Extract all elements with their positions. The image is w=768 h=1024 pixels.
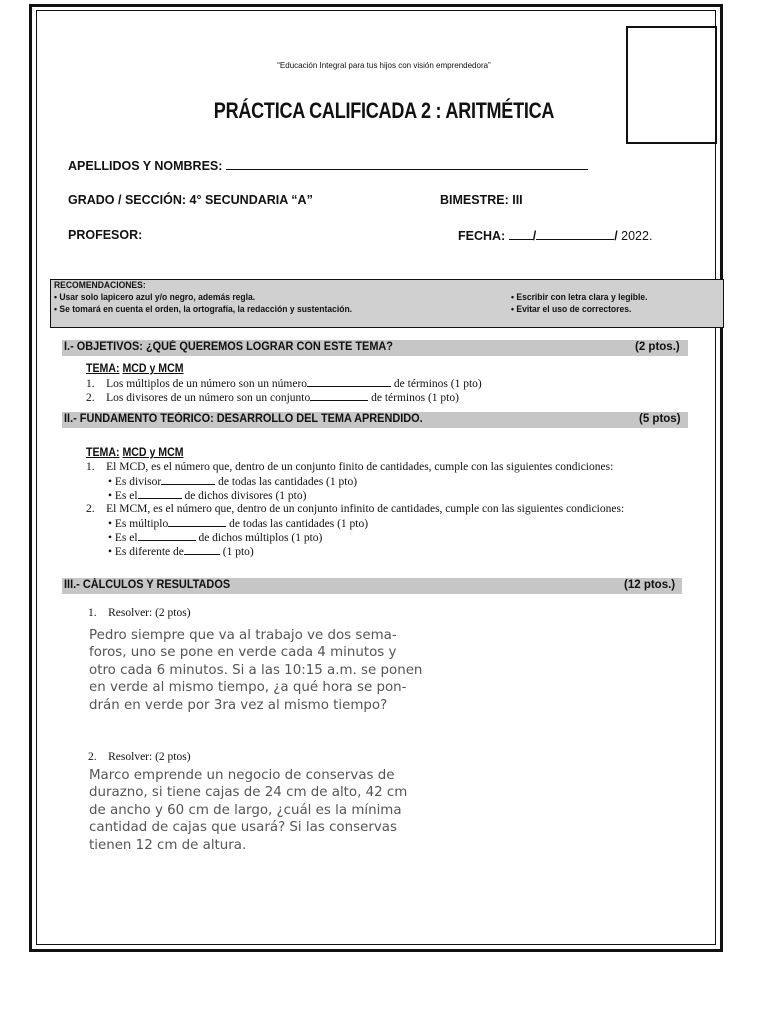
problem-line: Pedro siempre que va al trabajo ve dos sema-: [89, 628, 397, 643]
item-text: • Es múltiplo: [108, 518, 169, 530]
names-field: [68, 158, 588, 173]
topic-prefix: TEMA:: [86, 363, 120, 375]
objective-item: [86, 391, 459, 404]
item-text: • Es el: [108, 532, 138, 544]
mcm-condition: [108, 531, 322, 544]
problem-1-label: [88, 607, 191, 619]
topic-name: MCD y MCM: [122, 447, 184, 459]
recommendation-item: • Se tomará en cuenta el orden, la ortografía, la redacción y sustentación.: [54, 304, 353, 315]
item-number: 2.: [88, 751, 97, 763]
photo-box: [626, 26, 717, 144]
item-text: Los múltiplos de un número son un número: [106, 378, 308, 390]
recommendation-item: • Usar solo lapicero azul y/o negro, además regla.: [54, 292, 256, 303]
answer-blank[interactable]: [310, 391, 368, 401]
problem-1-statement: [89, 627, 422, 714]
answer-blank[interactable]: [307, 377, 391, 387]
item-text: • Es diferente de: [108, 546, 184, 558]
date-year: 2022.: [621, 229, 653, 243]
item-number: 2.: [86, 392, 95, 404]
section-1-title: I.- OBJETIVOS: ¿QUÉ QUEREMOS LOGRAR CON ESTE TEMA?: [64, 341, 393, 353]
item-text: (1 pto): [222, 546, 254, 558]
answer-blank[interactable]: [138, 531, 196, 541]
item-number: 2.: [86, 503, 95, 515]
mcm-condition: [108, 517, 368, 530]
item-text: • Es divisor: [108, 476, 162, 488]
problem-line: otro cada 6 minutos. Si a las 10:15 a.m. se ponen: [89, 662, 423, 678]
problem-2-label: [88, 751, 191, 763]
item-text: de dichos divisores (1 pto): [184, 490, 307, 502]
problem-line: durazno, si tiene cajas de 24 cm de alto, 42 cm: [89, 785, 408, 801]
item-text: Resolver: (2 ptos): [108, 607, 191, 619]
section-2-points: (5 ptos): [639, 413, 681, 425]
item-number: 1.: [86, 461, 95, 473]
section-3-title: III.- CÁLCULOS Y RESULTADOS: [64, 579, 231, 591]
page-title: PRÁCTICA CALIFICADA 2 : ARITMÉTICA: [213, 98, 555, 123]
item-text: de términos (1 pto): [371, 392, 459, 404]
item-text: de todas las cantidades (1 pto): [229, 518, 369, 530]
school-motto: “Educación Integral para tus hijos con visión emprendedora”: [277, 61, 491, 70]
mcd-condition: [108, 475, 357, 488]
problem-line: Marco emprende un negocio de conservas de: [89, 768, 395, 783]
item-number: 1.: [86, 378, 95, 390]
answer-blank[interactable]: [168, 517, 226, 527]
section-1-points: (2 ptos.): [635, 341, 680, 353]
mcm-definition: [86, 503, 624, 515]
item-text: • Es el: [108, 490, 138, 502]
problem-line: cantidad de cajas que usará? Si las conservas: [89, 820, 397, 836]
problem-line: tienen 12 cm de altura.: [89, 837, 247, 853]
date-month-blank[interactable]: [536, 228, 614, 240]
item-text: El MCD, es el número que, dentro de un conjunto finito de cantidades, cumple con las siguientes condiciones:: [106, 461, 614, 473]
recommendation-item: • Evitar el uso de correctores.: [511, 304, 632, 315]
grade-label: GRADO / SECCIÓN: 4° SECUNDARIA “A”: [68, 193, 313, 207]
section-3-points: (12 ptos.): [624, 579, 676, 591]
date-separator: /: [532, 229, 537, 243]
section-2-title: II.- FUNDAMENTO TEÓRICO: DESARROLLO DEL TEMA APRENDIDO.: [64, 413, 423, 425]
mcd-definition: [86, 461, 613, 473]
answer-blank[interactable]: [138, 489, 182, 499]
problem-line: de ancho y 60 cm de largo, ¿cuál es la mínima: [89, 802, 402, 818]
date-field: [458, 228, 652, 243]
item-text: de términos (1 pto): [393, 378, 482, 390]
term-label: BIMESTRE: III: [440, 193, 523, 207]
item-number: 1.: [88, 607, 97, 619]
mcd-condition: [108, 489, 306, 502]
date-label: FECHA:: [458, 229, 506, 243]
problem-line: drán en verde por 3ra vez al mismo tiempo?: [89, 697, 388, 713]
problem-2-statement: [89, 767, 407, 854]
section-1-topic: [86, 363, 184, 375]
section-2-topic: [86, 447, 184, 459]
names-blank[interactable]: [226, 158, 588, 170]
item-text: Los divisores de un número son un conjunto: [106, 392, 311, 404]
recommendation-item: • Escribir con letra clara y legible.: [511, 292, 648, 303]
answer-blank[interactable]: [161, 475, 215, 485]
problem-line: foros, uno se pone en verde cada 4 minutos y: [89, 645, 397, 661]
topic-prefix: TEMA:: [86, 447, 120, 459]
problem-line: en verde al mismo tiempo, ¿a qué hora se pon-: [89, 680, 407, 696]
topic-name: MCD y MCM: [122, 363, 184, 375]
item-text: Resolver: (2 ptos): [108, 751, 191, 763]
item-text: de dichos múltiplos (1 pto): [198, 532, 323, 544]
answer-blank[interactable]: [184, 545, 220, 555]
names-label: APELLIDOS Y NOMBRES:: [68, 159, 223, 173]
item-text: de todas las cantidades (1 pto): [218, 476, 358, 488]
objective-item: [86, 377, 482, 390]
item-text: El MCM, es el número que, dentro de un conjunto infinito de cantidades, cumple con las siguientes condiciones:: [106, 503, 625, 515]
date-separator: /: [614, 229, 618, 243]
date-day-blank[interactable]: [509, 228, 533, 240]
mcm-condition: [108, 545, 254, 558]
recommendations-heading: RECOMENDACIONES:: [54, 280, 146, 291]
teacher-label: PROFESOR:: [68, 228, 143, 242]
